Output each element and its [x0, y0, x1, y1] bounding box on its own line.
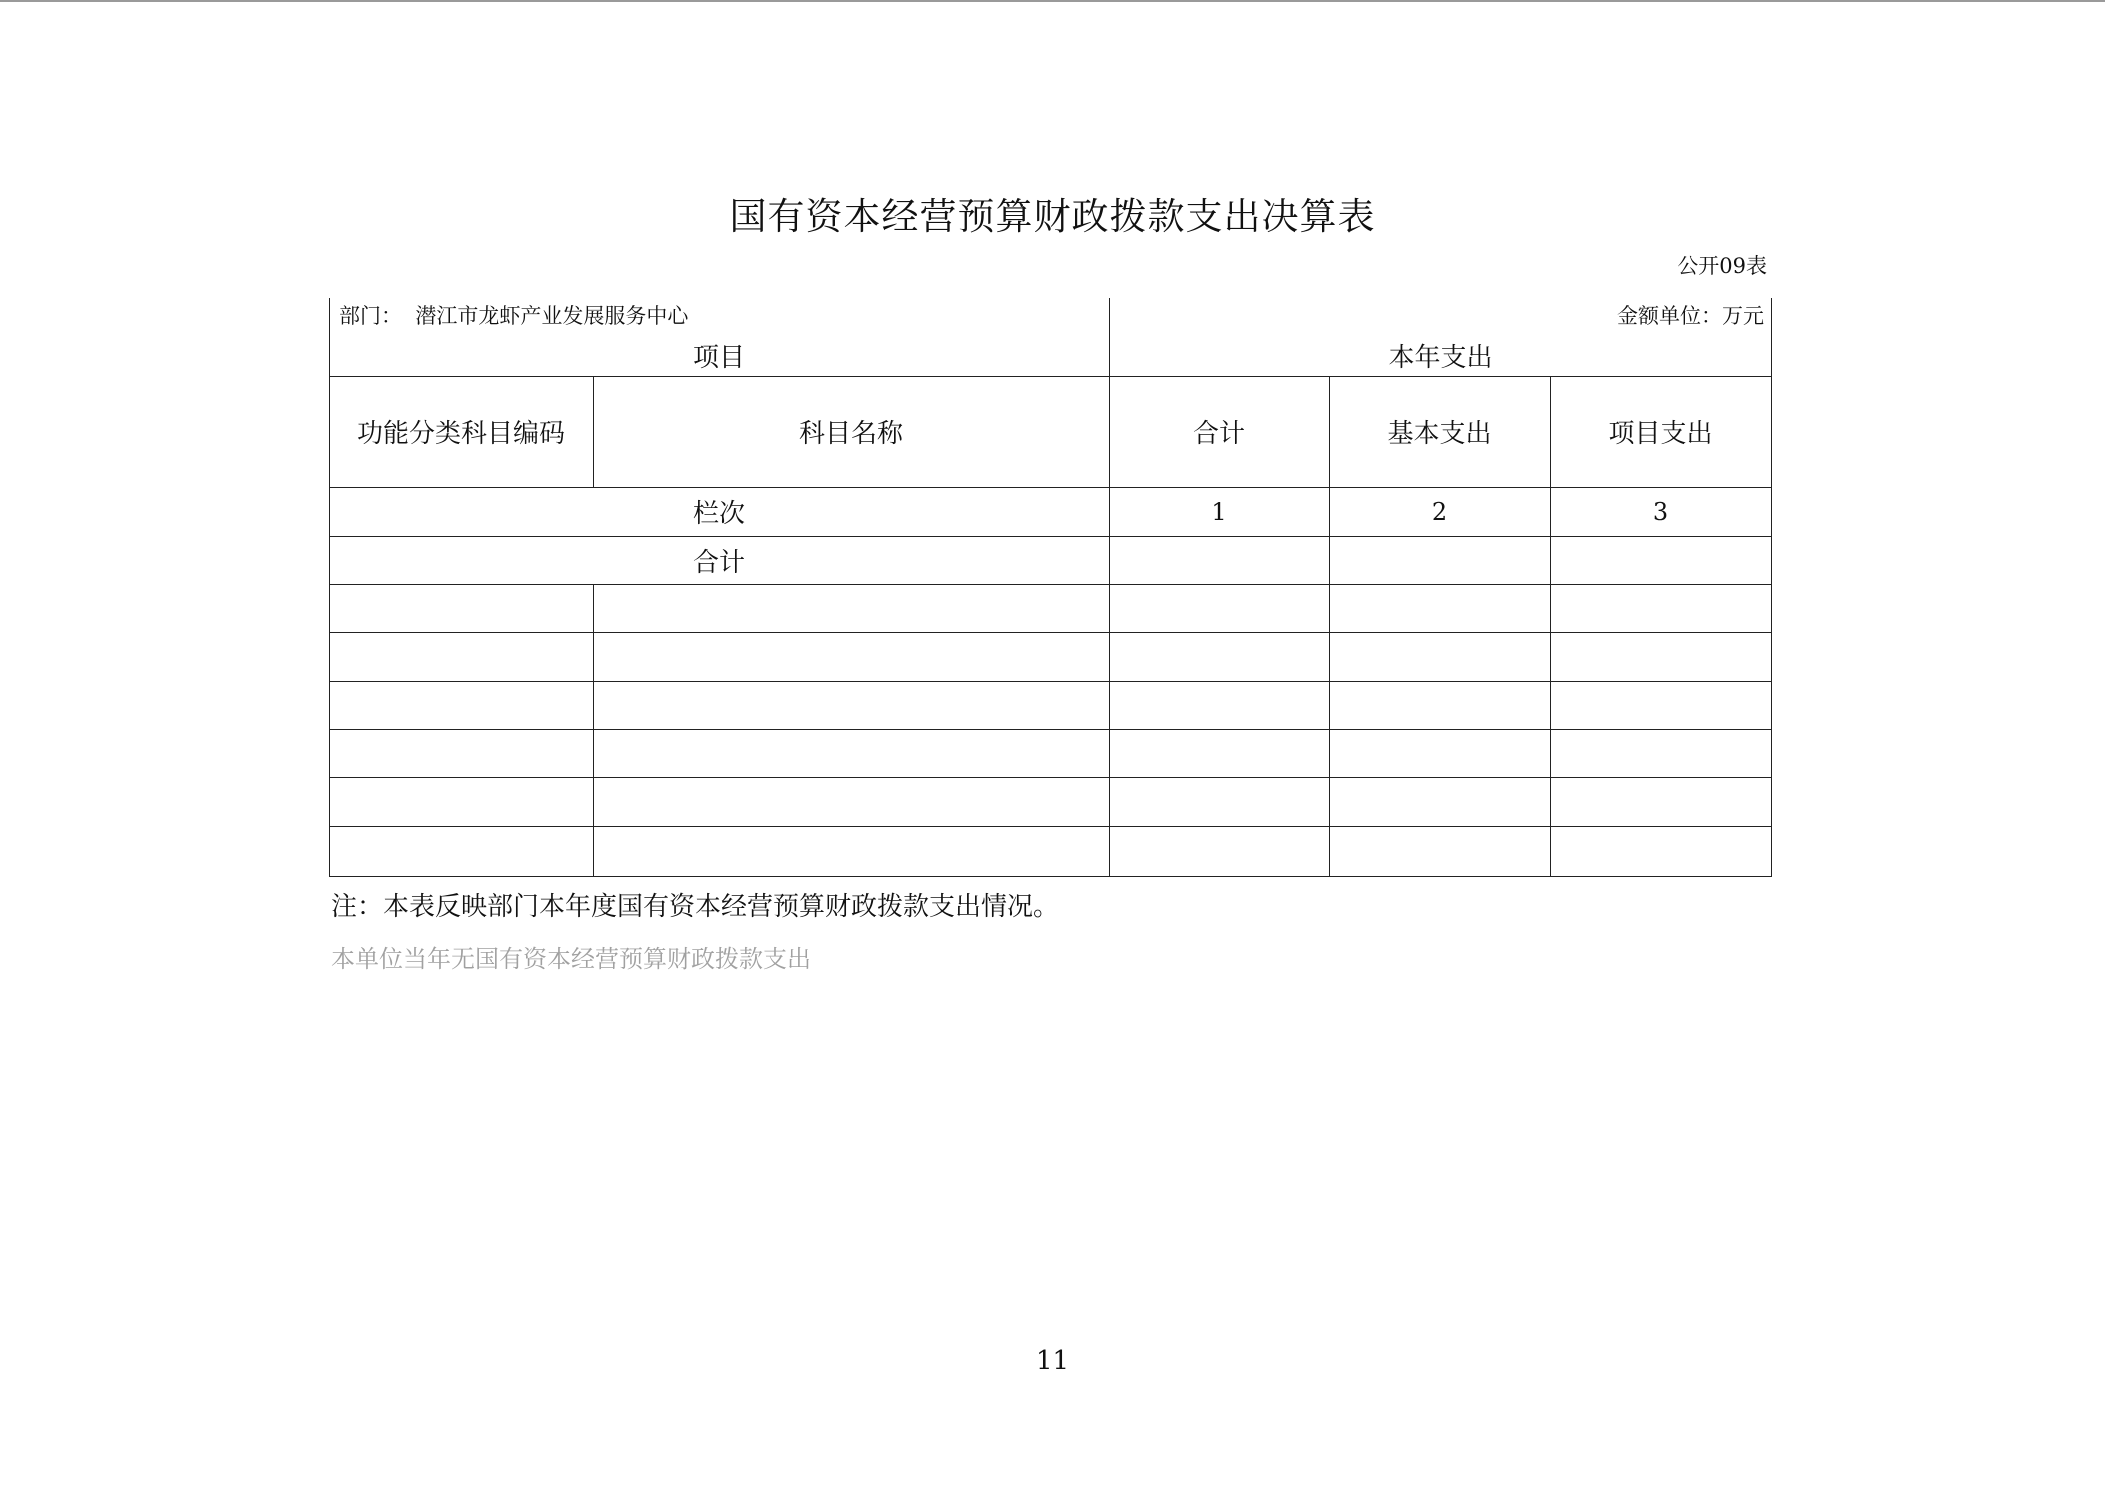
row-project — [1550, 681, 1771, 729]
row-basic — [1329, 632, 1550, 681]
row-total — [1109, 826, 1329, 876]
row-name — [593, 826, 1109, 876]
row-total — [1109, 729, 1329, 777]
row-name — [593, 777, 1109, 826]
row-basic — [1329, 584, 1550, 632]
header-current-year-expense: 本年支出 — [1388, 342, 1493, 373]
row-basic — [1329, 826, 1550, 876]
total-row-project — [1550, 536, 1771, 584]
row-basic — [1329, 681, 1550, 729]
total-row-label: 合计 — [692, 547, 745, 578]
header-project-expense: 项目支出 — [1608, 419, 1713, 449]
table-bottom-border — [329, 876, 1772, 877]
department-name: 潜江市龙虾产业发展服务中心 — [415, 304, 689, 328]
top-border-rule — [0, 0, 2105, 2]
row-code — [329, 826, 593, 876]
header-function-code: 功能分类科目编码 — [356, 419, 565, 449]
expense-table — [329, 298, 1772, 877]
row-code — [329, 729, 593, 777]
row-code — [329, 777, 593, 826]
table-code: 公开09表 — [1677, 254, 1767, 278]
table-footnote: 注：本表反映部门本年度国有资本经营预算财政拨款支出情况。 — [331, 892, 1060, 922]
row-basic — [1329, 777, 1550, 826]
row-name — [593, 681, 1109, 729]
row-name — [593, 729, 1109, 777]
row-code — [329, 584, 593, 632]
column-index-1: 1 — [1211, 497, 1227, 526]
row-name — [593, 584, 1109, 632]
row-total — [1109, 584, 1329, 632]
page-number: 11 — [1035, 1346, 1070, 1376]
no-data-note: 本单位当年无国有资本经营预算财政拨款支出 — [331, 945, 811, 973]
row-project — [1550, 826, 1771, 876]
document-title: 国有资本经营预算财政拨款支出决算表 — [729, 195, 1376, 238]
row-code — [329, 632, 593, 681]
row-project — [1550, 777, 1771, 826]
row-total — [1109, 777, 1329, 826]
header-subject-name: 科目名称 — [798, 419, 903, 449]
column-index-2: 2 — [1431, 497, 1448, 526]
department-label: 部门： — [339, 304, 402, 328]
column-index-label: 栏次 — [692, 499, 745, 529]
header-item: 项目 — [692, 342, 745, 373]
row-project — [1550, 584, 1771, 632]
row-name — [593, 632, 1109, 681]
table-right-border — [1771, 298, 1772, 877]
row-code — [329, 681, 593, 729]
row-basic — [1329, 729, 1550, 777]
total-row-total — [1109, 536, 1329, 584]
amount-unit: 金额单位：万元 — [1617, 304, 1764, 328]
row-project — [1550, 729, 1771, 777]
total-row-basic — [1329, 536, 1550, 584]
header-total: 合计 — [1192, 419, 1245, 449]
row-total — [1109, 632, 1329, 681]
header-basic-expense: 基本支出 — [1387, 419, 1492, 449]
department-line — [339, 300, 688, 330]
row-total — [1109, 681, 1329, 729]
row-project — [1550, 632, 1771, 681]
column-index-3: 3 — [1652, 497, 1669, 526]
